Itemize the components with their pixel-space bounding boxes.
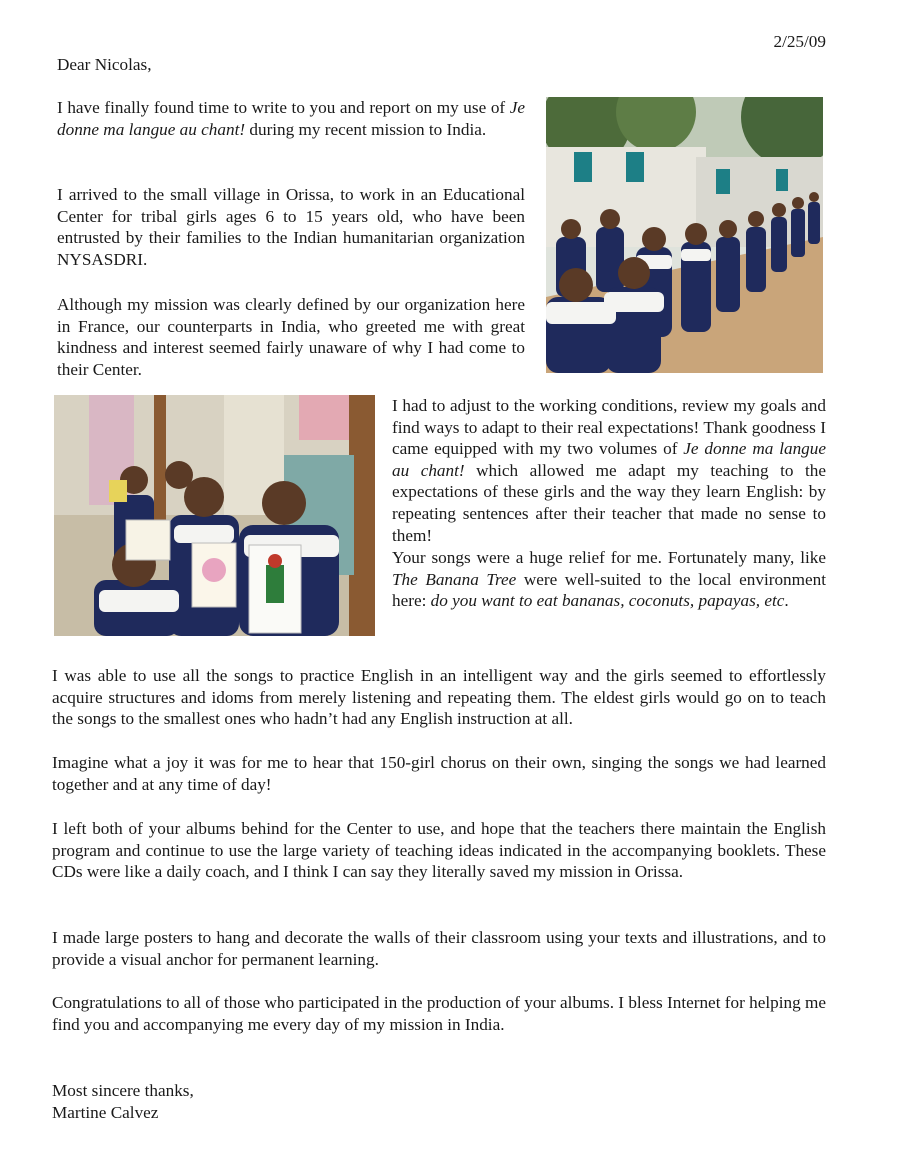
song-title: The Banana Tree [392, 569, 517, 589]
paragraph-6: I was able to use all the songs to practice English in an intelligent way and the girls seemed to effortlessly acquire structures and idoms from merely listening and repeating them. The eldest girls would go on to teach the songs to the smallest ones who hadn’t had any English instruction at all. [52, 666, 826, 729]
paragraph-1: I have finally found time to write to you and report on my use of Je donne ma langue au chant! during my recent mission to India. [57, 98, 525, 139]
signature-name: Martine Calvez [52, 1103, 159, 1122]
paragraph-3: Although my mission was clearly defined by our organization here in France, our counterparts in India, who greeted me with great kindness and interest seemed fairly unaware of why I had come to their Center. [57, 295, 525, 379]
closing: Most sincere thanks, [52, 1081, 194, 1100]
paragraph-5: Your songs were a huge relief for me. Fortunately many, like The Banana Tree were well-suited to the local environment here: do you want to eat bananas, coconuts, papayas, etc. [392, 548, 826, 611]
paragraph-7: Imagine what a joy it was for me to hear that 150-girl chorus on their own, singing the songs we had learned together and at any time of day! [52, 753, 826, 794]
paragraph-10: Congratulations to all of those who participated in the production of your albums. I bless Internet for helping me find you and accompanying me every day of my mission in India. [52, 993, 826, 1034]
photo-girls-in-line [546, 97, 823, 373]
paragraph-2: I arrived to the small village in Orissa, to work in an Educational Center for tribal girls ages 6 to 15 years old, who have been entrusted by their families to the Indian humanitarian organization NYSASDRI. [57, 185, 525, 269]
paragraph-8: I left both of your albums behind for the Center to use, and hope that the teachers there maintain the English program and continue to use the large variety of teaching ideas indicated in the accompanying booklets. These CDs were like a daily coach, and I think I can say they literally saved my mission in Orissa. [52, 819, 826, 882]
photo-girls-with-drawings [54, 395, 375, 636]
salutation: Dear Nicolas, [57, 55, 152, 74]
paragraph-9: I made large posters to hang and decorate the walls of their classroom using your texts and illustrations, and to provide a visual anchor for permanent learning. [52, 928, 826, 969]
song-lyric: do you want to eat bananas, coconuts, papayas, etc [430, 591, 785, 611]
album-title: Je donne ma langue au chant! [57, 98, 525, 139]
album-title-2: Je donne ma langue au chant! [392, 439, 826, 480]
letter-date: 2/25/09 [773, 32, 826, 51]
paragraph-4: I had to adjust to the working conditions, review my goals and find ways to adapt to their real expectations! Thank goodness I came equipped with my two volumes of Je donne ma langue au chant! which allowed me adapt my teaching to the expectations of these girls and the way they learn English: by repeating sentences after their teacher that made no sense to them! [392, 396, 826, 545]
